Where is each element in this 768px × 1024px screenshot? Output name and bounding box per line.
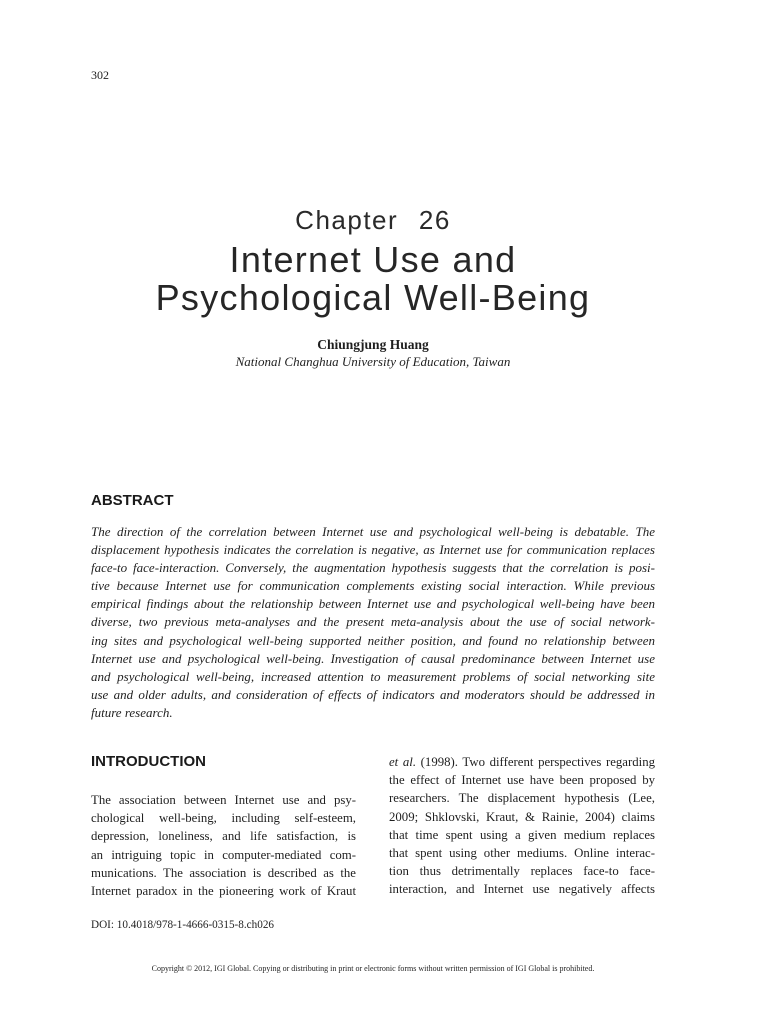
abstract-line: use and older adults, and consideration of effects of indicators and moderators should be addressed in [91, 686, 655, 702]
abstract-body [91, 523, 655, 722]
abstract-line: diverse, two previous meta-analyses and the present meta-analysis about the use of social network- [91, 614, 655, 630]
body-line: 2009; Shklovski, Kraut, & Rainie, 2004) claims [389, 809, 655, 824]
author-name: Chiungjung Huang [317, 337, 429, 352]
copyright-notice: Copyright © 2012, IGI Global. Copying or distributing in print or electronic forms without written permission of IGI Global is prohibited. [151, 964, 595, 973]
body-line: Internet paradox in the pioneering work of Kraut [91, 883, 356, 898]
body-line: chological well-being, including self-esteem, [91, 811, 356, 826]
body-line: interaction, and Internet use negatively affects [389, 882, 655, 897]
abstract-line: future research. [91, 704, 173, 720]
body-line: tion thus detrimentally replaces face-to face- [389, 864, 655, 879]
abstract-line: and psychological well-being, increased attention to measurement problems of social networking site [91, 668, 655, 684]
body-line: the effect of Internet use have been proposed by [389, 773, 655, 788]
author-affiliation: National Changhua University of Education, Taiwan [235, 353, 511, 369]
chapter-title [91, 241, 655, 317]
body-line-text: (1998). Two different perspectives regarding [416, 755, 655, 769]
intro-right-column [389, 753, 655, 899]
body-line: that time spent using a given medium replaces [389, 827, 655, 842]
abstract-line: The direction of the correlation between Internet use and psychological well-being is debatable. The [91, 524, 655, 539]
chapter-title-line: Internet Use and [229, 239, 517, 280]
body-line: The association between Internet use and psy- [91, 793, 356, 807]
body-line: munications. The association is described as the [91, 865, 356, 880]
body-line: researchers. The displacement hypothesis (Lee, [389, 791, 655, 806]
body-line [389, 753, 655, 771]
doi-text: DOI: 10.4018/978-1-4666-0315-8.ch026 [91, 919, 275, 931]
citation-et-al: et al. [389, 755, 417, 769]
body-line: depression, loneliness, and life satisfaction, is [91, 829, 356, 844]
page-number: 302 [91, 68, 109, 82]
body-line: that spent using other mediums. Online interac- [389, 845, 655, 860]
body-line: an intriguing topic in computer-mediated com- [91, 847, 356, 862]
abstract-heading: ABSTRACT [91, 492, 174, 509]
abstract-line: tive because Internet use for communication complements existing social interaction. While previous [91, 578, 655, 594]
intro-left-column [91, 791, 356, 900]
chapter-title-line: Psychological Well-Being [155, 277, 591, 318]
abstract-line: ing sites and psychological well-being supported neither position, and found no relationship between [91, 632, 655, 648]
abstract-line: Internet use and psychological well-being. Investigation of causal predominance between Internet use [91, 650, 655, 666]
chapter-label: Chapter 26 [295, 205, 451, 235]
abstract-line: face-to face-interaction. Conversely, the augmentation hypothesis suggests that the correlation is posi- [91, 560, 655, 576]
abstract-line: displacement hypothesis indicates the correlation is negative, as Internet use for communication replaces [91, 542, 655, 558]
introduction-heading: INTRODUCTION [91, 753, 206, 770]
abstract-line: empirical findings about the relationship between Internet use and psychological well-being have been [91, 596, 655, 612]
